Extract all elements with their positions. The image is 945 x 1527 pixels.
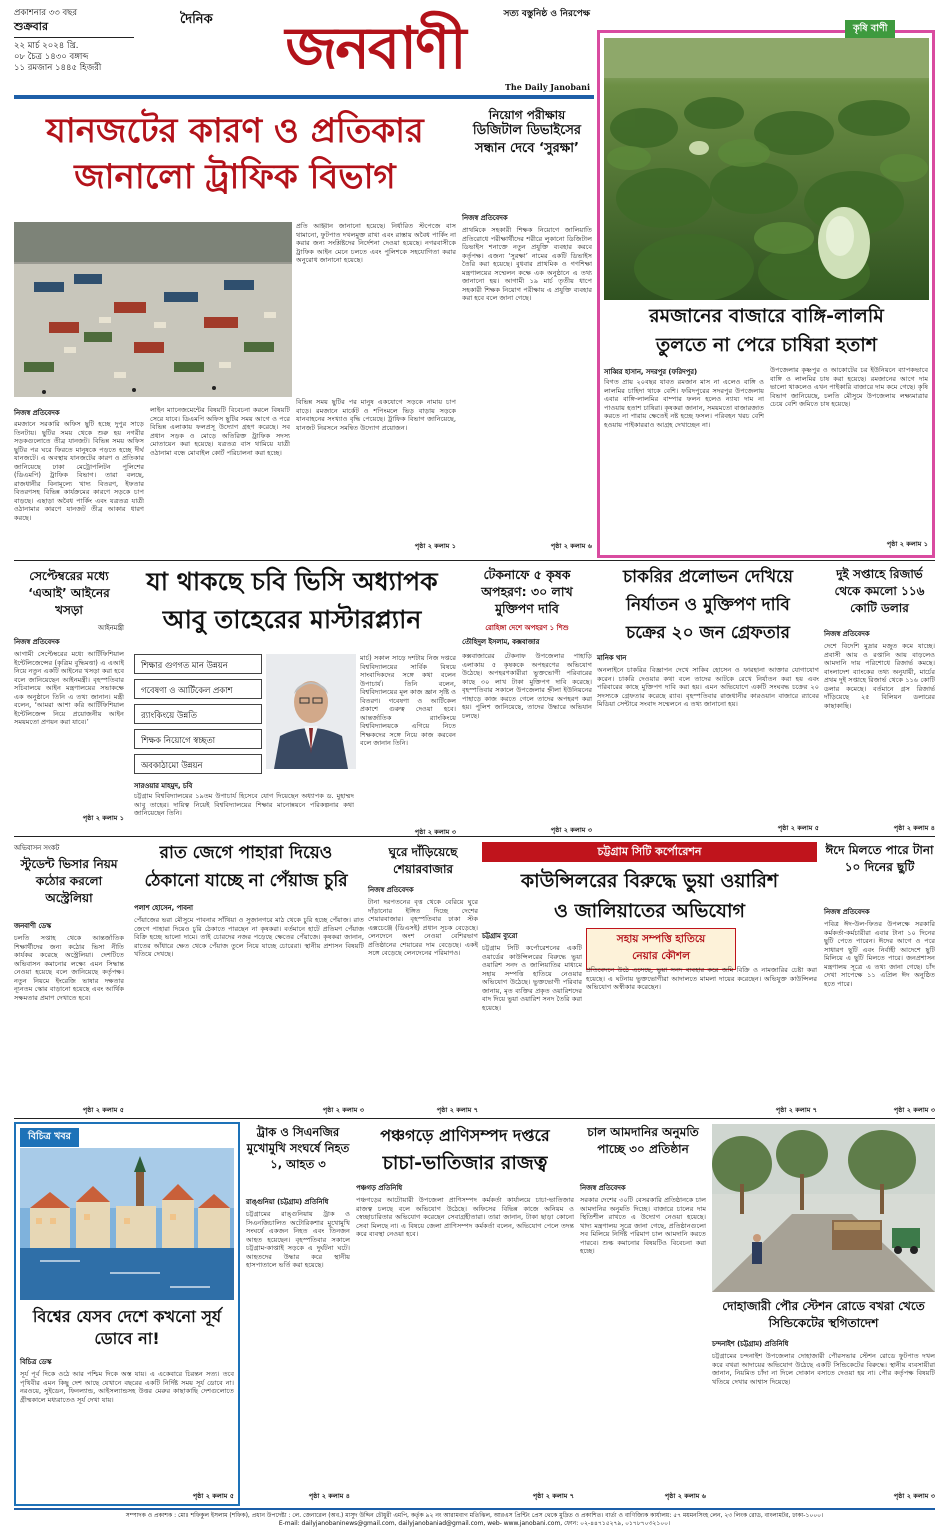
ctg-pull-1: সহায় সম্পত্তি হাতিয়ে	[616, 933, 706, 945]
vc-headline-2: আবু তাহেরের মাস্টারপ্ল্যান	[162, 605, 422, 634]
eid-jump: পৃষ্ঠা ২ কলাম ৩	[893, 1106, 935, 1114]
krishi-photo	[604, 38, 929, 300]
ai-body: আগামী সেপ্টেম্বরের মধ্যে আর্টিফিশিয়াল ইন্টেলিজেন্সের (কৃত্রিম বুদ্ধিমত্তা) এ এআই নিয়ে নতুন একটি আইনের খসড়া করা হবে বলে জানিয়েছেন আইনমন্ত্রী। বৃহস্পতিবার সচিবালয়ে আইন মন্ত্রণালয়ের সভাকক্ষে এক অনুষ্ঠানে তিনি এ তথ্য জানান। মন্ত্রী বলেন, ‘আমরা আশা করি আর্টিফিশিয়াল ইন্টেলিজেন্স নিয়ে প্রয়োজনীয় আইন সময়মতো প্রণয়ন করা যাবে।’	[14, 650, 124, 726]
traffic-jam-image	[14, 222, 292, 397]
share-jump: পৃষ্ঠা ২ কলাম ৭	[436, 1106, 478, 1114]
ctg-pull-2: নেয়ার কৌশল	[632, 950, 690, 962]
reserve-body: দেশে বিদেশি মুদ্রার মজুত কমে যাচ্ছে। প্রবাসী আয় ও রপ্তানি আয় বাড়লেও আমদানি দায় পরিশোধে রিজার্ভ কমছে। বাংলাদেশ ব্যাংকের তথ্য অনুযায়ী, মার্চের প্রথম দুই সপ্তাহে রিজার্ভ থেকে ১১৬ কোটি ডলার কমেছে। বর্তমানে গ্রস রিজার্ভ দাঁড়িয়েছে ২৫ বিলিয়ন ডলারের কাছাকাছি।	[824, 642, 935, 710]
truck-byline: রাঙ্গুনিয়া (চট্টগ্রাম) প্রতিনিধি	[246, 1198, 329, 1206]
section-divider-bottom	[14, 1118, 935, 1119]
teknaf-sub: রোহিঙ্গা দেশে অপহরণ ১ শিশু	[485, 624, 569, 632]
share-body: টানা দরপতনের বৃত্ত থেকে বেরিয়ে ঘুরে দাঁড়ানোর ইঙ্গিত দিচ্ছে দেশের শেয়ারবাজার। বৃহস্পতিবার ঢাকা স্টক এক্সচেঞ্জে (ডিএসই) প্রধান সূচক বেড়েছে। লেনদেনে অংশ নেওয়া বেশিরভাগ প্রতিষ্ঠানের শেয়ারের দাম বেড়েছে। একই সঙ্গে বেড়েছে লেনদেনের পরিমাণও।	[368, 898, 478, 957]
masthead-english-name: The Daily Janobani	[504, 82, 590, 92]
visa-body: চলতি সপ্তাহ থেকে আন্তর্জাতিক শিক্ষার্থীদের জন্য কঠোর ভিসা নীতি কার্যকর করেছে অস্ট্রেলিয়া। দেশটিতে অভিবাসন কমানোর লক্ষ্যে এমন সিদ্ধান্ত নেওয়া হয়েছে বলে জানিয়েছে কর্তৃপক্ষ। নতুন নিয়মে ইংরেজি ভাষার দক্ষতার ন্যূনতম স্কোর বাড়ানো হয়েছে এবং আর্থিক সক্ষমতার প্রমাণ দেখাতে হবে।	[14, 934, 124, 1002]
lead-jump: পৃষ্ঠা ২ কলাম ১	[414, 542, 456, 550]
lead-headline-1: যানজটের কারণ ও প্রতিকার	[46, 111, 424, 151]
teknaf-byline: তৌহিদুল ইসলাম, কক্সবাজার	[462, 638, 540, 646]
job-byline: মানিক খান	[597, 654, 627, 662]
ctg-body-a: চট্টগ্রাম সিটি কর্পোরেশনের একটি ওয়ার্ডের কাউন্সিলরের বিরুদ্ধে ভুয়া ওয়ারিশ সনদ ও জালিয়াতির মাধ্যমে সহায় সম্পত্তি হাতিয়ে নেওয়ার অভিযোগ উঠেছে। ভুক্তভোগী পরিবার জানায়, মৃত ব্যক্তির প্রকৃত ওয়ারিশদের বাদ দিয়ে ভুয়া ওয়ারিশ সনদ তৈরি করা হয়েছে।	[482, 944, 582, 1012]
vc-box-2: গবেষণা ও আর্টিকেল প্রকাশ	[134, 679, 262, 699]
masthead-prefix: দৈনিক	[180, 12, 213, 27]
bichitra-byline: বিচিত্র ডেস্ক	[20, 1358, 52, 1366]
vc-boxes	[134, 654, 262, 779]
vc-portrait-image	[266, 654, 356, 769]
share-headline: ঘুরে দাঁড়িয়েছে শেয়ারবাজার	[388, 845, 458, 876]
dohazari-jump: পৃষ্ঠা ২ কলাম ৩	[893, 1492, 935, 1500]
ai-headline: সেপ্টেম্বরের মধ্যে ‘এআই’ আইনের খসড়া	[28, 569, 110, 617]
panchagarh-headline-1: পঞ্চগড়ে প্রাণিসম্পদ দপ্তরে	[380, 1126, 550, 1145]
reserve-byline: নিজস্ব প্রতিবেদক	[824, 630, 870, 638]
rice-jump: পৃষ্ঠা ২ কলাম ৬	[664, 1492, 706, 1500]
job-body: অনলাইনে চাকরির বিজ্ঞাপন দেখে সাকিব হোসেন ও ফারহানা আক্তার যোগাযোগ করেন। চাকরি দেওয়ার কথা বলে তাদের আটকে রেখে নির্যাতন করা হয় এবং পরিবারের কাছে মুক্তিপণ দাবি করা হয়। এমন অভিযোগে একটি সংঘবদ্ধ চক্রের ২০ সদস্যকে গ্রেফতার করেছে র‌্যাব। বৃহস্পতিবার রাজধানীর কারওয়ান বাজারে র‌্যাবের মিডিয়া সেন্টারে সংবাদ সম্মেলনে এ তথ্য জানানো হয়।	[597, 666, 819, 708]
job-jump: পৃষ্ঠা ২ কলাম ৫	[777, 824, 819, 832]
ctg-tag: চট্টগ্রাম সিটি কর্পোরেশন	[482, 842, 817, 862]
footer-line-1: সম্পাদক ও প্রকাশক : মোঃ শফিকুল ইসলাম (শফিক), প্রধান উপদেষ্টা : লে. জেনারেল (অব.) মাসুদ উদ্দিন চৌধুরী এমপি, কর্তৃক ৯২ নং আরামবাগ মতিঝিল, আরএস প্রিন্টিং প্রেস থেকে মুদ্রিত ও প্রকাশিত। বার্তা ও বাণিজ্যিক কার্যালয়: ৫৭ ময়মনসিংহ লেন, ২৩ লিংক রোড, বাংলামটর, ঢাকা-১০০০।	[125, 1512, 824, 1519]
lead-body-d: বিভিন্ন সময় ছুটির পর মানুষ একযোগে সড়কে নামায় চাপ বাড়ে। রমজানে মার্কেট ও শপিংমলে ভিড় বাড়ায় সড়কে যানবাহনের সংখ্যাও বৃদ্ধি পেয়েছে। ট্রাফিক বিভাগ জানিয়েছে, যানজট নিরসনে সমন্বিত উদ্যোগ প্রয়োজন।	[296, 398, 456, 432]
reserve-headline: দুই সপ্তাহে রিজার্ভ থেকে কমলো ১১৬ কোটি ডলার	[834, 567, 925, 615]
founding-year: প্রকাশনার ৩৩ বছর	[14, 8, 78, 18]
krishi-tag: কৃষি বাণী	[845, 20, 895, 39]
bichitra-photo	[20, 1148, 234, 1300]
visa-byline: জনবাণী ডেস্ক	[14, 922, 51, 930]
teknaf-jump: পৃষ্ঠা ২ কলাম ৩	[550, 826, 592, 834]
issue-day: শুক্রবার	[14, 20, 49, 33]
masthead-tagline: সত্য বস্তুনিষ্ঠ ও নিরপেক্ষ	[503, 9, 590, 19]
lead-body-c: প্রতি আহ্বান জানানো হয়েছে। নির্ধারিত স্টপেজে বাস থামানো, ফুটপাত দখলমুক্ত রাখা এবং রাস্তায় অবৈধ পার্কিং না করার জন্য সংশ্লিষ্টদের নির্দেশনা দেওয়া হয়েছে। নগরবাসীকে ট্রাফিক আইন মেনে চলতে এবং পুলিশকে সহযোগিতা করার অনুরোধ জানানো হয়েছে।	[296, 222, 456, 264]
ai-attribution: আইনমন্ত্রী	[98, 624, 124, 632]
vc-headline-1: যা থাকছে চবি ভিসি অধ্যাপক	[146, 567, 438, 596]
ctg-body-b: প্রতিবেদনে উঠে এসেছে, ভুয়া সনদ ব্যবহার করে জমি বিক্রি ও নামজারির চেষ্টা করা হয়েছে। এ ঘটনায় ভুক্তভোগীরা আদালতে মামলা দায়ের করেছেন। অভিযুক্ত কাউন্সিলর অভিযোগ অস্বীকার করেছেন।	[586, 966, 817, 991]
bichitra-body: সূর্য পূর্ব দিকে ওঠে আর পশ্চিম দিকে অস্ত যায়। এ একেবারে চিরন্তন সত্য। তবে পৃথিবীর এমন কিছু দেশ আছে যেখানে বছরের একটি নির্দিষ্ট সময় সূর্য ডোবে না। নরওয়ে, সুইডেন, ফিনল্যান্ড, আইসল্যান্ডসহ উত্তর মেরুর কাছাকাছি দেশগুলোতে গ্রীষ্মকালে মধ্যরাতেও সূর্য দেখা যায়।	[20, 1370, 234, 1404]
ctg-headline-1: কাউন্সিলরের বিরুদ্ধে ভুয়া ওয়ারিশ	[520, 870, 779, 892]
rice-byline: নিজস্ব প্রতিবেদক	[580, 1184, 626, 1192]
vc-box-4: শিক্ষক নিয়োগে স্বচ্ছতা	[134, 729, 262, 749]
ai-byline: নিজস্ব প্রতিবেদক	[14, 638, 60, 646]
onion-body: পেঁয়াজের ভরা মৌসুমে পাবনার সাঁথিয়া ও সুজানগরে মাঠ থেকে চুরি হচ্ছে পেঁয়াজ। রাত জেগে পাহারা দিয়েও চুরি ঠেকাতে পারছেন না কৃষকরা। বর্তমানে হাটে প্রতিমণ পেঁয়াজ বিক্রি হচ্ছে ভালো দামে। তাই চোরদের নজর পড়েছে ক্ষেতের পেঁয়াজে। কৃষকরা জানান, রাতের আঁধারে ক্ষেত থেকে পেঁয়াজ তুলে নিয়ে যাচ্ছে চোরেরা। স্থানীয় প্রশাসন বিষয়টি খতিয়ে দেখছে।	[134, 916, 364, 958]
panchagarh-headline-2: চাচা-ভাতিজার রাজত্ব	[382, 1152, 548, 1174]
rice-headline: চাল আমদানির অনুমতি পাচ্ছে ৩০ প্রতিষ্ঠান	[587, 1125, 699, 1156]
issue-date-bn: ০৮ চৈত্র ১৪৩০ বঙ্গাব্দ	[14, 52, 89, 62]
eid-body: পবিত্র ঈদ-উল-ফিতর উপলক্ষে সরকারি কর্মকর্তা-কর্মচারীরা এবার টানা ১০ দিনের ছুটি পেতে পারেন। ঈদের আগে ও পরে সাধারণ ছুটি এবং নির্বাহী আদেশে ছুটি মিলিয়ে এ ছুটি মিলতে পারে। জনপ্রশাসন মন্ত্রণালয় সূত্রে এ তথ্য জানা গেছে। চাঁদ দেখা সাপেক্ষে ১১ এপ্রিল ঈদ অনুষ্ঠিত হতে পারে।	[824, 920, 935, 988]
job-headline-3: চক্রের ২০ জন গ্রেফতার	[626, 623, 790, 643]
onion-byline: পলাশ হোসেন, পাবনা	[134, 904, 193, 912]
ctg-byline: চট্টগ্রাম ব্যুরো	[482, 932, 518, 940]
visa-headline: স্টুডেন্ট ভিসার নিয়ম কঠোর করলো অস্ট্রেলিয়া	[20, 857, 118, 905]
vc-box-5: অবকাঠামো উন্নয়ন	[134, 754, 262, 774]
vc-body-a: চট্টগ্রাম বিশ্ববিদ্যালয়ের ১৯তম উপাচার্য হিসেবে যোগ দিয়েছেন অধ্যাপক ড. মুহাম্মদ আবু তাহের। দায়িত্ব নিয়েই বিশ্ববিদ্যালয়ের শিক্ষার মানোন্নয়নে পরিকল্পনার কথা জানিয়েছেন তিনি।	[134, 792, 354, 817]
masthead-rule	[14, 95, 594, 99]
krishi-body-a: বিগত প্রায় ২০বছর যাবত রমজান মাস না এলেও বাঙ্গি ও লালমির চাহিদা থাকে বেশি। ফরিদপুরের সদরপুর উপজেলায় এবার বাঙ্গি-লালমির বাম্পার ফলন হলেও ন্যায্য দাম না পাওয়ায় হতাশ চাষিরা। কৃষকরা জানান, সময়মতো বাজারজাত করতে না পারায় ক্ষেতেই নষ্ট হচ্ছে ফসল। পরিবহন খরচ বেশি হওয়ায় পাইকাররাও আগ্রহ দেখাচ্ছেন না।	[604, 378, 764, 429]
panchagarh-byline: পঞ্চগড় প্রতিনিধি	[356, 1184, 403, 1192]
section-divider-mid	[14, 836, 935, 837]
vc-jump: পৃষ্ঠা ২ কলাম ৩	[414, 828, 456, 836]
ai-jump: পৃষ্ঠা ২ কলাম ১	[82, 814, 124, 822]
lead-headline-2: জানালো ট্রাফিক বিভাগ	[74, 157, 396, 197]
bichitra-tag: বিচিত্র খবর	[20, 1128, 79, 1147]
dohazari-headline: দোহাজারী পৌর স্টেশন রোডে বখরা খেতে সিন্ডিকেটের স্থগিতাদেশ	[722, 1299, 925, 1330]
footer-contact	[14, 1518, 935, 1527]
dohazari-byline: চন্দনাইশ (চট্টগ্রাম) প্রতিনিধি	[712, 1340, 789, 1348]
lead-body-b: লাইন ম্যানেজমেন্টের বিষয়টি বিবেচনা করলে বিষয়টি সেরে যাবে। ডিএমপি অফিস ছুটির সময় আগে ও পরে বিভিন্ন এলাকায় ফলপ্রসূ উদ্যোগ গ্রহণ করেছে। সব প্রধান সড়ক ও মোড়ে অতিরিক্ত ট্রাফিক সদস্য মোতায়েন করা হয়েছে। যত্রতত্র বাস থামিয়ে যাত্রী ওঠানামা বন্ধে মোবাইল কোর্ট পরিচালনা করা হচ্ছে।	[150, 406, 290, 457]
nordic-city-image	[20, 1148, 234, 1300]
krishi-jump: পৃষ্ঠা ২ কলাম ১	[886, 540, 928, 548]
ctg-jump: পৃষ্ঠা ২ কলাম ৭	[775, 1106, 817, 1114]
section-divider-top	[14, 560, 935, 561]
krishi-body-b: উপজেলার কৃষ্ণপুর ও আকোটের চর ইউনিয়নে ব্যাপকভাবে বাঙ্গি ও লালমির চাষ করা হয়েছে। রমজানের আগে দাম ভালো থাকলেও এখন পাইকারি বাজারে দাম কমে গেছে। কৃষি বিভাগ জানিয়েছে, চলতি মৌসুমে উপজেলায় লক্ষ্যমাত্রার চেয়ে বেশি জমিতে চাষ হয়েছে।	[770, 366, 928, 408]
vc-box-1: শিক্ষার গুণগত মান উন্নয়ন	[134, 654, 262, 674]
visa-jump: পৃষ্ঠা ২ কলাম ৫	[82, 1106, 124, 1114]
vc-body-b: মার্চ) সকাল সাড়ে দশটায় নিজ দপ্তরে বিশ্ববিদ্যালয়ের সার্বিক বিষয়ে সাংবাদিকদের সঙ্গে কথা বলেন উপাচার্য। তিনি বলেন, বিশ্ববিদ্যালয়ের মূল কাজ জ্ঞান সৃষ্টি ও বিতরণ। গবেষণা ও আর্টিকেল প্রকাশে গুরুত্ব দেওয়া হবে। আন্তর্জাতিক র‌্যাংকিংয়ে বিশ্ববিদ্যালয়কে এগিয়ে নিতে শিক্ষকদের সঙ্গে নিয়ে কাজ করবেন বলে জানান তিনি।	[360, 654, 456, 747]
krishi-headline-1: রমজানের বাজারে বাঙ্গি-লালমি	[649, 305, 884, 327]
eid-headline: ঈদে মিলতে পারে টানা ১০ দিনের ছুটি	[825, 843, 934, 874]
digital-headline: ডিজিটাল ডিভাইসের সন্ধান দেবে ‘সুরক্ষা’	[472, 123, 582, 156]
masthead-logo-text: জনবাণী	[285, 14, 465, 82]
krishi-byline: সাব্বির হাসান, সদরপুর (ফরিদপুর)	[604, 368, 698, 376]
teknaf-body: কক্সবাজারের টেকনাফ উপজেলার পাহাড়ি এলাকায় ৫ কৃষককে অপহরণের অভিযোগ উঠেছে। অপহরণকারীরা ভুক্তভোগী পরিবারের কাছে ৩০ লাখ টাকা মুক্তিপণ দাবি করেছে। বৃহস্পতিবার সকালে উপজেলার হ্নীলা ইউনিয়নের পাহাড়ে কাজ করতে গেলে তাদের অপহরণ করা হয়। পুলিশ জানিয়েছে, তাদের উদ্ধারে অভিযান চলছে।	[462, 652, 592, 720]
rice-body: সরকার দেশের ৩০টি বেসরকারি প্রতিষ্ঠানকে চাল আমদানির অনুমতি দিচ্ছে। বাজারে চালের দাম স্থিতিশীল রাখতে এ উদ্যোগ নেওয়া হয়েছে। খাদ্য মন্ত্রণালয় সূত্রে জানা গেছে, প্রতিষ্ঠানগুলো সব মিলিয়ে নির্দিষ্ট পরিমাণ চাল আমদানি করতে পারবে। শুল্ক কমানোর বিষয়টিও বিবেচনা করা হচ্ছে।	[580, 1196, 706, 1255]
vc-portrait	[266, 654, 356, 769]
job-headline-1: চাকরির প্রলোভন দেখিয়ে	[622, 567, 794, 587]
truck-body: চট্টগ্রামের রাঙ্গুনিয়ায় ট্রাক ও সিএনজিচালিত অটোরিকশার মুখোমুখি সংঘর্ষে একজন নিহত এবং তিনজন আহত হয়েছেন। বৃহস্পতিবার সকালে চট্টগ্রাম-কাপ্তাই সড়কে এ দুর্ঘটনা ঘটে। আহতদের উদ্ধার করে স্থানীয় হাসপাতালে ভর্তি করা হয়েছে।	[246, 1210, 350, 1269]
digital-body: প্রাথমিকে সহকারী শিক্ষক নিয়োগে জালিয়াতি প্রতিরোধে পরীক্ষার্থীদের শরীরে লুকানো ডিজিটাল ডিভাইস শনাক্তে নতুন প্রযুক্তি ব্যবহার করবে কর্তৃপক্ষ। এজন্য ‘সুরক্ষা’ নামের একটি ডিভাইস তৈরি করা হয়েছে। বুধবার প্রাথমিক ও গণশিক্ষা মন্ত্রণালয়ের সম্মেলন কক্ষে এক অনুষ্ঠানে এ তথ্য জানানো হয়। আগামী ১৯ মার্চ তৃতীয় ধাপে সহকারী শিক্ষক নিয়োগ পরীক্ষায় এ প্রযুক্তি ব্যবহার করা হবে বলে জানা গেছে।	[462, 226, 592, 302]
station-road-image	[712, 1124, 935, 1292]
digital-byline: নিজস্ব প্রতিবেদক	[462, 214, 508, 222]
reserve-jump: পৃষ্ঠা ২ কলাম ৪	[893, 824, 935, 832]
masthead-meta	[14, 8, 134, 74]
truck-jump: পৃষ্ঠা ২ কলাম ৪	[308, 1492, 350, 1500]
truck-headline: ট্রাক ও সিএনজির মুখোমুখি সংঘর্ষে নিহত ১, আহত ৩	[246, 1125, 350, 1171]
vc-byline: সারওয়ার মাহমুদ, চবি	[134, 782, 193, 790]
bichitra-jump: পৃষ্ঠা ২ কলাম ৫	[192, 1492, 234, 1500]
dohazari-body: চট্টগ্রামের চন্দনাইশ উপজেলার দোহাজারী পৌরসভার স্টেশন রোডে ফুটপাত দখল করে বখরা আদায়ের অভিযোগ উঠেছে একটি সিন্ডিকেটের বিরুদ্ধে। স্থানীয় ব্যবসায়ীরা জানান, নিয়মিত চাঁদা না দিলে দোকান বসাতে দেওয়া হয় না। পৌর কর্তৃপক্ষ বিষয়টি খতিয়ে দেখার আশ্বাস দিয়েছে।	[712, 1352, 935, 1386]
panchagarh-jump: পৃষ্ঠা ২ কলাম ৭	[532, 1492, 574, 1500]
teknaf-headline: টেকনাফে ৫ কৃষক অপহরণ: ৩০ লাখ মুক্তিপণ দাবি	[481, 567, 573, 616]
issue-date-hijri: ১১ রমজান ১৪৪৫ হিজরী	[14, 63, 102, 73]
krishi-headline-2: তুলতে না পেরে চাষিরা হতাশ	[656, 334, 877, 356]
dohazari-photo	[712, 1124, 935, 1292]
onion-jump: পৃষ্ঠা ২ কলাম ৩	[322, 1106, 364, 1114]
lead-byline: নিজস্ব প্রতিবেদক	[14, 409, 60, 417]
vc-box-3: র‌্যাংকিংয়ে উন্নতি	[134, 704, 262, 724]
job-headline-2: নির্যাতন ও মুক্তিপণ দাবি	[626, 595, 790, 615]
lead-photo	[14, 222, 292, 397]
visa-kicker: অভিবাসন সংকট	[14, 844, 60, 852]
melon-field-image	[604, 38, 929, 300]
ctg-pullquote	[586, 928, 736, 970]
ctg-headline-2: ও জালিয়াতের অভিযোগ	[554, 900, 745, 922]
lead-body-a: রমজানে সরকারি অফিস ছুটি হচ্ছে দুপুর সাড়ে তিনটায়। ছুটির সময় থেকে শুরু হয় নগরীর সড়কগুলোতে তীব্র যানজট। বিভিন্ন সময় অফিস ছুটির পর ঘরে ফিরতে মানুষকে পড়তে হচ্ছে দীর্ঘ যানজটে। এ অবস্থায় যানজটের কারণ ও প্রতিকার জানিয়েছে ঢাকা মেট্রোপলিটন পুলিশের (ডিএমপি) ট্রাফিক বিভাগ। তারা বলছে, রাজধানীর বিনামূল্যে খাদ্য বিতরণ, ইফতার বিতরণসহ বিভিন্ন কার্যক্রমের কারণে সড়কে চাপ বাড়ছে। এছাড়া অবৈধ পার্কিং এবং যত্রতত্র যাত্রী ওঠানামার কারণে যানজট তীব্র আকার ধারণ করছে।	[14, 420, 144, 522]
eid-byline: নিজস্ব প্রতিবেদক	[824, 908, 870, 916]
onion-headline-2: ঠেকানো যাচ্ছে না পেঁয়াজ চুরি	[144, 871, 348, 891]
onion-headline-1: রাত জেগে পাহারা দিয়েও	[159, 843, 333, 863]
digital-jump: পৃষ্ঠা ২ কলাম ৬	[550, 542, 592, 550]
issue-date-en: ২২ মার্চ ২০২৪ খ্রি.	[14, 41, 79, 51]
digital-kicker: নিয়োগ পরীক্ষায়	[488, 108, 566, 122]
footer-line-2: E-mail: dailyjanobaninews@gmail.com, dailyjanobaniad@gmail.com, web- www.janobani.com, ফোন: ০২-৪৪৭১৫২৭৯, ০১৭৮৭০৩২১০০।	[278, 1520, 671, 1527]
share-byline: নিজস্ব প্রতিবেদক	[368, 886, 414, 894]
bichitra-headline: বিশ্বের যেসব দেশে কখনো সূর্য ডোবে না!	[32, 1307, 222, 1348]
panchagarh-body: পঞ্চগড়ের আটোয়ারী উপজেলা প্রাণিসম্পদ কর্মকর্তা কার্যালয়ে চাচা-ভাতিজার রাজত্ব চলছে বলে অভিযোগ উঠেছে। অফিসের বিভিন্ন কাজে অনিয়ম ও স্বেচ্ছাচারিতার অভিযোগ করেছেন সেবাগ্রহীতারা। তারা জানান, টাকা ছাড়া কোনো সেবা মিলছে না। এ বিষয়ে জেলা প্রাণিসম্পদ কর্মকর্তা বলেন, অভিযোগ পেলে তদন্ত করে ব্যবস্থা নেওয়া হবে।	[356, 1196, 574, 1238]
